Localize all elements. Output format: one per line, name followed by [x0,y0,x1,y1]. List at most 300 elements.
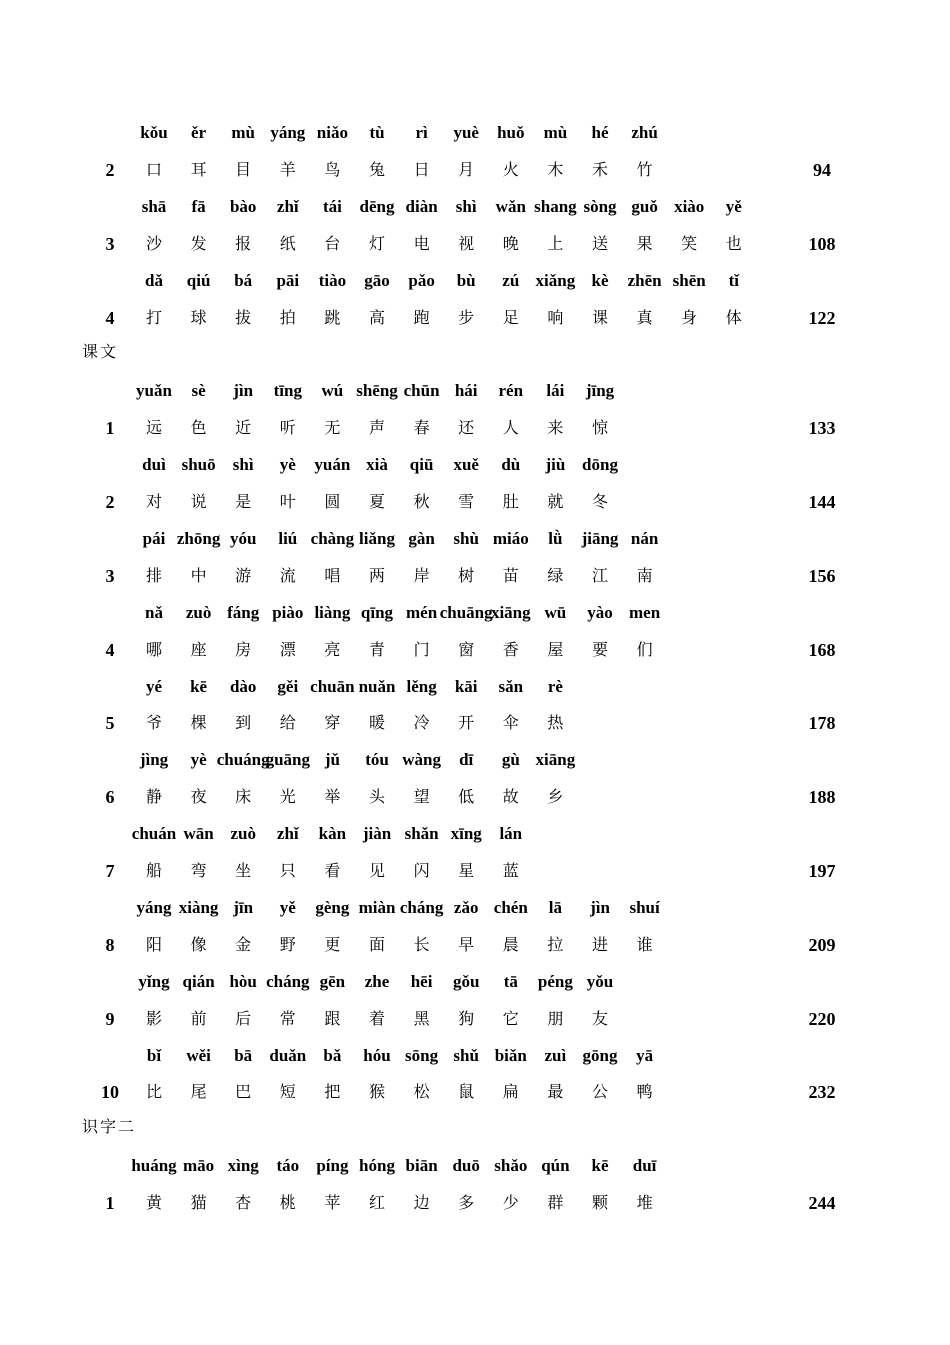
pinyin-row [0,116,950,150]
hanzi-character: 少 [502,1193,519,1213]
pinyin-syllable: xiāng [490,602,531,622]
hanzi-character: 蓝 [502,861,519,880]
pinyin-syllable: yuè [453,123,479,142]
hanzi-character: 无 [324,418,341,438]
section-heading: 课文 [82,342,119,362]
hanzi-character: 拔 [235,307,252,327]
pinyin-syllable: tóu [365,750,389,770]
pinyin-syllable: piào [272,602,304,622]
hanzi-character: 故 [502,787,519,807]
pinyin-syllable: gù [501,750,520,770]
character-row [0,706,950,740]
hanzi-character: 高 [368,307,385,327]
hanzi-character: 岸 [413,565,430,585]
hanzi-character: 台 [324,233,341,253]
hanzi-character: 闪 [413,861,430,880]
hanzi-character: 叶 [279,492,296,511]
pinyin-row [0,670,950,704]
hanzi-character: 多 [458,1193,475,1213]
hanzi-character: 秋 [413,492,430,511]
pinyin-syllable: chàng [310,528,355,548]
pinyin-syllable: gèng [315,897,350,917]
hanzi-character: 近 [235,418,252,438]
hanzi-character: 远 [145,418,162,438]
character-row [0,928,950,962]
pinyin-syllable: tīng [273,381,302,401]
pinyin-syllable: miáo [492,528,529,548]
lesson-number: 3 [105,565,115,586]
hanzi-character: 床 [235,787,252,807]
pinyin-syllable: biān [405,1156,438,1176]
pinyin-syllable: qián [182,971,215,991]
pinyin-syllable: kāi [454,676,478,696]
pinyin-syllable: bā [234,1045,253,1065]
pinyin-syllable: mén [406,602,438,622]
hanzi-character: 唱 [324,565,341,585]
pinyin-syllable: rì [415,123,428,142]
pinyin-syllable: rè [547,676,563,696]
hanzi-character: 香 [502,639,519,659]
hanzi-character: 足 [502,307,519,327]
hanzi-character: 身 [681,307,698,327]
hanzi-character: 冷 [413,713,430,733]
pinyin-syllable: wān [183,824,214,844]
character-row [0,1186,950,1220]
hanzi-character: 比 [145,1082,162,1102]
pinyin-row [0,1149,950,1183]
section-heading: 识字二 [82,1117,137,1137]
pinyin-syllable: tù [369,123,385,142]
hanzi-character: 最 [547,1082,564,1102]
hanzi-character: 流 [279,565,296,585]
pinyin-syllable: yáng [136,897,172,917]
pinyin-syllable: shā [141,196,167,216]
hanzi-character: 晚 [502,233,519,253]
hanzi-character: 棵 [190,713,207,733]
pinyin-syllable: yóu [229,528,257,548]
hanzi-character: 禾 [591,159,608,179]
page-number: 133 [808,418,836,439]
pinyin-syllable: xiāng [535,750,576,770]
hanzi-character: 热 [547,713,564,733]
pinyin-syllable: sōng [405,1045,439,1065]
pinyin-syllable: shù [453,528,479,548]
pinyin-syllable: yuǎn [136,381,172,401]
pinyin-syllable: shuō [181,455,216,475]
pinyin-syllable: yáng [270,123,306,142]
hanzi-character: 弯 [190,861,207,880]
pinyin-syllable: yǒu [586,971,614,991]
pinyin-syllable: jiāng [581,528,619,548]
hanzi-character: 后 [235,1008,252,1028]
pinyin-syllable: guǒ [631,196,658,216]
hanzi-character: 到 [235,713,252,733]
hanzi-character: 跑 [413,307,430,327]
hanzi-character: 漂 [279,639,296,659]
pinyin-syllable: chuāng [439,602,493,622]
hanzi-character: 真 [636,307,653,327]
hanzi-character: 声 [368,418,385,438]
page-number: 122 [808,307,836,328]
hanzi-character: 果 [636,233,653,253]
pinyin-syllable: xiǎng [535,270,576,290]
hanzi-character: 春 [413,418,430,438]
hanzi-character: 木 [547,159,564,179]
pinyin-syllable: wǎn [495,196,526,216]
page-number: 197 [808,861,836,881]
pinyin-syllable: gěi [277,676,299,696]
pinyin-syllable: lā [548,897,562,917]
pinyin-row [0,596,950,630]
hanzi-character: 尾 [190,1082,207,1102]
hanzi-character: 像 [190,934,207,954]
lesson-number: 4 [105,307,115,328]
hanzi-character: 打 [145,307,162,327]
pinyin-syllable: yǐng [138,971,170,991]
hanzi-character: 低 [458,787,475,807]
pinyin-syllable: xià [366,455,388,475]
hanzi-character: 南 [636,565,653,585]
pinyin-syllable: zuì [544,1045,567,1065]
lesson-number: 1 [105,418,115,439]
pinyin-syllable: chuáng [216,750,270,770]
hanzi-character: 排 [145,565,162,585]
lesson-number: 2 [105,159,115,180]
hanzi-character: 来 [547,418,564,438]
pinyin-syllable: hēi [410,971,433,991]
hanzi-character: 绿 [547,565,564,585]
hanzi-character: 举 [324,787,341,807]
pinyin-syllable: shǎo [494,1156,528,1176]
pinyin-row [0,743,950,777]
hanzi-character: 星 [458,861,475,880]
pinyin-syllable: liàng [314,602,351,622]
hanzi-character: 晨 [502,934,519,954]
hanzi-character: 冬 [591,492,608,511]
pinyin-syllable: bù [456,270,476,290]
hanzi-character: 哪 [145,639,162,659]
hanzi-character: 羊 [279,159,296,179]
hanzi-character: 月 [458,159,475,179]
hanzi-character: 黑 [413,1008,430,1028]
hanzi-character: 屋 [547,639,564,659]
pinyin-syllable: xīng [450,824,482,844]
pinyin-syllable: xìng [227,1156,259,1176]
hanzi-character: 中 [190,565,207,585]
pinyin-syllable: chuān [310,676,355,696]
pinyin-syllable: jīn [233,897,254,917]
hanzi-character: 发 [190,233,207,253]
hanzi-character: 还 [458,418,475,438]
pinyin-syllable: jìn [590,897,610,917]
pinyin-syllable: cháng [266,971,310,991]
hanzi-character: 送 [591,233,608,253]
hanzi-character: 对 [145,492,162,511]
pinyin-syllable: sòng [583,196,617,216]
pinyin-syllable: biǎn [494,1045,527,1065]
hanzi-character: 苹 [324,1193,341,1213]
pinyin-syllable: bǎ [323,1045,342,1065]
hanzi-character: 望 [413,787,430,807]
pinyin-syllable: zhe [364,971,390,991]
hanzi-character: 静 [145,787,162,807]
pinyin-syllable: miàn [358,897,396,917]
hanzi-character: 跳 [324,307,341,327]
pinyin-syllable: xiàng [178,897,219,917]
hanzi-character: 江 [591,565,608,585]
pinyin-syllable: dōng [582,455,618,475]
hanzi-character: 窗 [458,639,475,659]
hanzi-character: 惊 [591,418,608,438]
hanzi-character: 日 [413,159,430,179]
pinyin-syllable: táo [276,1156,300,1176]
hanzi-character: 看 [324,861,341,880]
pinyin-syllable: shēng [356,381,398,401]
page-number: 220 [808,1008,836,1029]
hanzi-character: 长 [413,934,430,954]
pinyin-syllable: gēn [319,971,346,991]
hanzi-character: 门 [413,639,430,659]
pinyin-syllable: hé [591,123,609,142]
pinyin-syllable: ěr [191,123,207,142]
pinyin-syllable: māo [183,1156,215,1176]
hanzi-character: 火 [502,159,519,179]
pinyin-syllable: gǒu [452,971,480,991]
hanzi-character: 球 [190,307,207,327]
hanzi-character: 穿 [324,713,341,733]
hanzi-character: 前 [190,1008,207,1028]
pinyin-syllable: kē [591,1156,609,1176]
hanzi-character: 船 [145,861,162,880]
hanzi-character: 目 [235,159,252,179]
pinyin-syllable: píng [316,1156,349,1176]
pinyin-row [0,264,950,298]
hanzi-character: 报 [235,233,252,253]
pinyin-syllable: shang [534,196,577,216]
pinyin-syllable: tái [322,196,342,216]
hanzi-character: 巴 [235,1082,252,1102]
hanzi-character: 暖 [368,713,385,733]
pinyin-syllable: shì [232,455,254,475]
hanzi-character: 面 [368,934,385,954]
hanzi-character: 座 [190,639,207,659]
pinyin-syllable: zú [502,270,520,290]
pinyin-syllable: mù [231,123,255,142]
page-number: 168 [808,639,836,660]
hanzi-character: 堆 [636,1193,653,1213]
hanzi-character: 金 [235,934,252,954]
pinyin-syllable: dù [501,455,521,475]
pinyin-syllable: rén [498,381,524,401]
pinyin-syllable: xuě [453,455,479,475]
hanzi-character: 短 [279,1082,296,1102]
hanzi-character: 要 [591,639,608,659]
page-number: 232 [808,1082,836,1103]
pinyin-syllable: gàn [408,528,435,548]
pinyin-row [0,190,950,224]
hanzi-character: 体 [725,307,742,327]
pinyin-syllable: bá [234,270,253,290]
pinyin-syllable: hòu [229,971,257,991]
pinyin-syllable: nuǎn [358,676,396,696]
hanzi-character: 给 [279,713,296,733]
pinyin-syllable: jìng [139,750,169,770]
hanzi-character: 公 [591,1082,608,1102]
pinyin-syllable: wěi [186,1045,211,1065]
pinyin-syllable: dào [229,676,257,696]
pinyin-syllable: huáng [131,1156,177,1176]
pinyin-syllable: yé [145,676,163,696]
hanzi-character: 雪 [458,492,475,511]
character-row [0,153,950,187]
pinyin-syllable: kē [190,676,208,696]
hanzi-character: 圆 [324,492,341,511]
hanzi-character: 着 [368,1008,385,1028]
hanzi-character: 把 [324,1082,341,1102]
hanzi-character: 耳 [190,159,207,179]
page-number: 156 [808,565,836,586]
pinyin-syllable: yě [725,196,742,216]
pinyin-syllable: nán [630,528,659,548]
pinyin-syllable: liǎng [359,528,395,548]
pinyin-syllable: duì [142,455,166,475]
page-number: 188 [808,787,836,808]
page-number: 244 [808,1193,836,1214]
hanzi-character: 红 [368,1193,385,1213]
page-number: 178 [808,713,836,734]
hanzi-character: 是 [235,492,252,511]
pinyin-syllable: nǎ [145,602,163,622]
hanzi-character: 上 [547,233,564,253]
pinyin-syllable: bào [229,196,257,216]
page-number: 209 [808,934,836,955]
hanzi-character: 步 [458,307,475,327]
pinyin-syllable: xiào [674,196,705,216]
character-row [0,227,950,261]
page-number: 108 [808,233,836,254]
pinyin-syllable: zuò [185,602,212,622]
pinyin-syllable: dēng [359,196,395,216]
pinyin-syllable: zhōng [176,528,221,548]
pinyin-syllable: pái [142,528,166,548]
pinyin-syllable: duī [632,1156,657,1176]
hanzi-character: 课 [591,307,608,327]
pinyin-row [0,1039,950,1073]
page-number: 94 [813,159,831,180]
hanzi-character: 也 [725,233,742,253]
pinyin-syllable: jiàn [362,824,392,844]
pinyin-syllable: tǐ [728,270,739,290]
hanzi-character: 游 [235,565,252,585]
pinyin-syllable: chūn [403,381,440,401]
hanzi-character: 听 [279,418,296,438]
pinyin-syllable: dǎ [145,270,163,290]
character-row [0,559,950,593]
pinyin-syllable: pāi [276,270,300,290]
hanzi-character: 说 [190,492,207,511]
lesson-number: 9 [105,1008,115,1029]
pinyin-row [0,522,950,556]
pinyin-syllable: niǎo [316,123,348,142]
pinyin-syllable: qīng [360,602,394,622]
pinyin-syllable: kàn [318,824,347,844]
hanzi-character: 开 [458,713,475,733]
pinyin-syllable: zuò [230,824,256,844]
pinyin-syllable: yào [587,602,613,622]
hanzi-character: 夜 [190,787,207,807]
pinyin-syllable: lái [546,381,565,401]
pinyin-syllable: qún [541,1156,570,1176]
hanzi-character: 扁 [502,1082,519,1102]
pinyin-syllable: duǎn [269,1045,307,1065]
pinyin-syllable: jǔ [324,750,340,770]
hanzi-character: 边 [413,1193,430,1213]
pinyin-syllable: qiú [186,270,211,290]
pinyin-syllable: hóng [359,1156,395,1176]
hanzi-character: 视 [458,233,475,253]
pinyin-syllable: shì [455,196,477,216]
hanzi-character: 笑 [681,233,698,253]
pinyin-syllable: kǒu [140,123,168,142]
hanzi-character: 朋 [547,1008,564,1028]
hanzi-character: 狗 [458,1008,475,1028]
hanzi-character: 伞 [502,713,519,733]
pinyin-syllable: zhēn [627,270,662,290]
hanzi-character: 常 [279,1008,296,1028]
pinyin-row [0,965,950,999]
pinyin-row [0,374,950,408]
pinyin-syllable: men [629,602,661,622]
hanzi-character: 坐 [235,861,252,880]
hanzi-character: 房 [235,639,252,659]
pinyin-syllable: hái [454,381,478,401]
pinyin-syllable: diàn [405,196,438,216]
character-row [0,301,950,335]
pinyin-syllable: sǎn [498,676,524,696]
hanzi-character: 兔 [368,159,385,179]
pinyin-syllable: hóu [363,1045,391,1065]
pinyin-syllable: shǎn [404,824,439,844]
pinyin-syllable: jiù [545,455,566,475]
pinyin-syllable: fáng [227,602,260,622]
pinyin-syllable: fā [191,196,206,216]
character-row [0,411,950,445]
pinyin-syllable: lán [499,824,523,844]
pinyin-syllable: qiū [409,455,434,475]
hanzi-character: 跟 [324,1008,341,1028]
hanzi-character: 响 [547,307,564,327]
hanzi-character: 更 [324,934,341,954]
pinyin-syllable: zhǐ [276,824,299,844]
character-row [0,485,950,519]
pinyin-syllable: yě [279,897,296,917]
lesson-number: 1 [105,1193,115,1214]
character-row [0,780,950,814]
hanzi-character: 青 [368,639,385,659]
hanzi-character: 进 [591,934,608,954]
hanzi-character: 电 [413,233,430,253]
pinyin-row [0,448,950,482]
hanzi-character: 色 [190,418,207,438]
pinyin-syllable: guāng [265,750,310,770]
character-row [0,854,950,888]
hanzi-character: 早 [458,934,475,954]
pinyin-syllable: wàng [402,750,441,770]
character-row [0,1075,950,1109]
hanzi-character: 颗 [591,1193,608,1213]
pinyin-row [0,891,950,925]
pinyin-syllable: lěng [406,676,437,696]
